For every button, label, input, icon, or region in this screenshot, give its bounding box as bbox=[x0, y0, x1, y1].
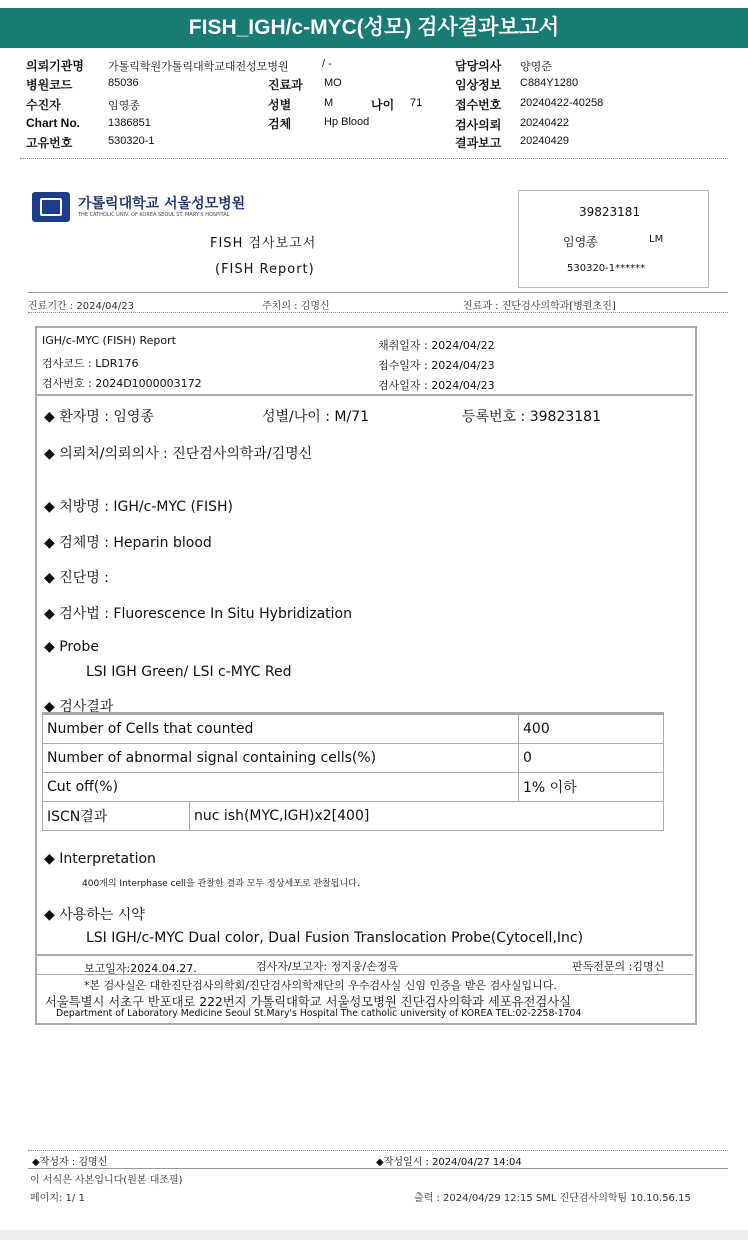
info-label: 검체 bbox=[268, 117, 292, 131]
specimen: ◆ 검체명 : Heparin blood bbox=[44, 535, 212, 551]
divider bbox=[28, 1150, 728, 1151]
info-value: M bbox=[324, 97, 334, 109]
receive-date: 접수일자 : 2024/04/23 bbox=[378, 359, 495, 372]
info-value: 20240429 bbox=[520, 135, 569, 147]
visit-doctor: 주치의 : 김명신 bbox=[262, 301, 330, 312]
info-value: 임영종 bbox=[108, 100, 140, 112]
table-row bbox=[43, 773, 664, 802]
requester: ◆ 의뢰처/의뢰의사 : 진단검사의학과/김명신 bbox=[44, 446, 313, 462]
divider bbox=[37, 954, 693, 956]
divider bbox=[37, 974, 693, 975]
report-title-bar: FISH_IGH/c-MYC(성모) 검사결과보고서 bbox=[0, 8, 748, 48]
result-label: Cut off(%) bbox=[43, 773, 519, 802]
patient-box-name: 임영종 bbox=[563, 235, 598, 249]
reagent-text: LSI IGH/c-MYC Dual color, Dual Fusion Translocation Probe(Cytocell,Inc) bbox=[86, 930, 584, 946]
table-row bbox=[43, 714, 664, 744]
info-label: 병원코드 bbox=[26, 78, 73, 92]
info-value: 가톨릭학원가톨릭대학교대전성모병원 bbox=[108, 61, 289, 73]
specialist: 판독전문의 :김명신 bbox=[572, 960, 665, 973]
info-label: 검사의뢰 bbox=[455, 118, 502, 132]
iscn-label: ISCN결과 bbox=[43, 802, 190, 831]
interpretation-text: 400개의 Interphase cell을 관찰한 결과 모두 정상세포로 관찰됩니다. bbox=[82, 879, 360, 889]
collect-date: 채취일자 : 2024/04/22 bbox=[378, 339, 495, 352]
reg-number: 등록번호 : 39823181 bbox=[462, 409, 601, 425]
method: ◆ 검사법 : Fluorescence In Situ Hybridization bbox=[44, 606, 352, 622]
divider bbox=[28, 312, 728, 313]
result-label: Number of abnormal signal containing cells(%) bbox=[43, 744, 519, 773]
result-value: 0 bbox=[519, 744, 664, 773]
info-label: 수진자 bbox=[26, 98, 61, 112]
info-value: C884Y1280 bbox=[520, 77, 579, 89]
info-label: 담당의사 bbox=[455, 59, 502, 73]
patient-box-reg: 530320-1****** bbox=[567, 263, 646, 274]
info-label: 고유번호 bbox=[26, 136, 73, 150]
written-time: ◆작성일시 : 2024/04/27 14:04 bbox=[376, 1157, 522, 1168]
info-label: Chart No. bbox=[26, 116, 80, 130]
page-bottom-strip bbox=[0, 1230, 748, 1240]
hospital-name: 가톨릭대학교 서울성모병원 bbox=[78, 196, 246, 212]
info-value: / - bbox=[322, 58, 332, 70]
sex-age: 성별/나이 : M/71 bbox=[262, 409, 370, 425]
info-value: 1386851 bbox=[108, 117, 151, 129]
table-row bbox=[43, 744, 664, 773]
patient-id-box bbox=[518, 190, 709, 288]
report-title-en: (FISH Report) bbox=[215, 262, 315, 277]
divider bbox=[28, 292, 728, 293]
test-code: 검사코드 : LDR176 bbox=[42, 357, 139, 370]
probe-value: LSI IGH Green/ LSI c-MYC Red bbox=[86, 664, 292, 680]
info-label: 성별 bbox=[268, 98, 292, 112]
divider bbox=[20, 158, 728, 159]
info-label: 결과보고 bbox=[455, 136, 502, 150]
age-value: 71 bbox=[410, 97, 423, 109]
diagnosis: ◆ 진단명 : bbox=[44, 570, 109, 586]
report-title: FISH 검사보고서 bbox=[210, 236, 317, 251]
result-value: 1% 이하 bbox=[519, 773, 664, 802]
prescription: ◆ 처방명 : IGH/c-MYC (FISH) bbox=[44, 499, 233, 515]
info-value: 양영준 bbox=[520, 61, 552, 73]
exam-date: 검사일자 : 2024/04/23 bbox=[378, 379, 495, 392]
reagent-title: ◆ 사용하는 시약 bbox=[44, 907, 145, 923]
lab-address: 서울특별시 서초구 반포대로 222번지 가톨릭대학교 서울성모병원 진단검사의학과 세포유전검사실 bbox=[45, 995, 571, 1009]
result-title: ◆ 검사결과 bbox=[44, 699, 114, 715]
report-date: 보고일자:2024.04.27. bbox=[84, 962, 197, 975]
patient-box-code: LM bbox=[649, 234, 664, 245]
result-table bbox=[42, 712, 664, 831]
result-label: Number of Cells that counted bbox=[43, 714, 519, 744]
table-row bbox=[43, 802, 664, 831]
info-label: 접수번호 bbox=[455, 98, 502, 112]
iscn-value: nuc ish(MYC,IGH)x2[400] bbox=[190, 802, 664, 831]
interpretation-title: ◆ Interpretation bbox=[44, 851, 156, 867]
print-info: 출력 : 2024/04/29 12:15 SML 진단검사의학팀 10.10.56.15 bbox=[414, 1193, 691, 1204]
info-value: 20240422 bbox=[520, 117, 569, 129]
test-number: 검사번호 : 2024D1000003172 bbox=[42, 377, 202, 390]
info-value: 530320-1 bbox=[108, 135, 155, 147]
divider bbox=[37, 394, 693, 396]
patient-name: ◆ 환자명 : 임영종 bbox=[44, 409, 154, 425]
lab-address-en: Department of Laboratory Medicine Seoul St.Mary's Hospital The catholic university of KOREA TEL:02-2258-1704 bbox=[56, 1008, 582, 1019]
info-label: 임상정보 bbox=[455, 78, 502, 92]
visit-date: 진료기간 : 2024/04/23 bbox=[28, 301, 135, 312]
examiner: 검사자/보고자: 정지웅/손정욱 bbox=[256, 960, 399, 973]
visit-dept: 진료과 : 진단검사의학과[병원초진] bbox=[463, 301, 616, 312]
test-name: IGH/c-MYC (FISH) Report bbox=[42, 334, 176, 347]
hospital-name-en: THE CATHOLIC UNIV. OF KOREA SEOUL ST. MARY'S HOSPITAL bbox=[78, 212, 230, 218]
patient-box-id: 39823181 bbox=[579, 205, 641, 219]
info-value: 20240422-40258 bbox=[520, 97, 604, 109]
info-label: 의뢰기관명 bbox=[26, 59, 84, 73]
result-value: 400 bbox=[519, 714, 664, 744]
info-value: Hp Blood bbox=[324, 116, 370, 128]
certification-note: *본 검사실은 대한진단검사의학회/진단검사의학재단의 우수검사실 신임 인증을 받은 검사실입니다. bbox=[84, 979, 557, 992]
copy-note: 이 서식은 사본입니다(원본 대조필) bbox=[30, 1175, 183, 1186]
divider bbox=[28, 1168, 728, 1169]
info-label: 진료과 bbox=[268, 78, 303, 92]
author: ◆작성자 : 김명신 bbox=[32, 1157, 108, 1168]
info-value: MO bbox=[324, 77, 342, 89]
age-label: 나이 bbox=[371, 98, 395, 112]
hospital-logo-icon bbox=[32, 192, 70, 222]
page-number: 페이지: 1/ 1 bbox=[30, 1193, 85, 1204]
info-value: 85036 bbox=[108, 77, 139, 89]
probe-title: ◆ Probe bbox=[44, 639, 99, 655]
